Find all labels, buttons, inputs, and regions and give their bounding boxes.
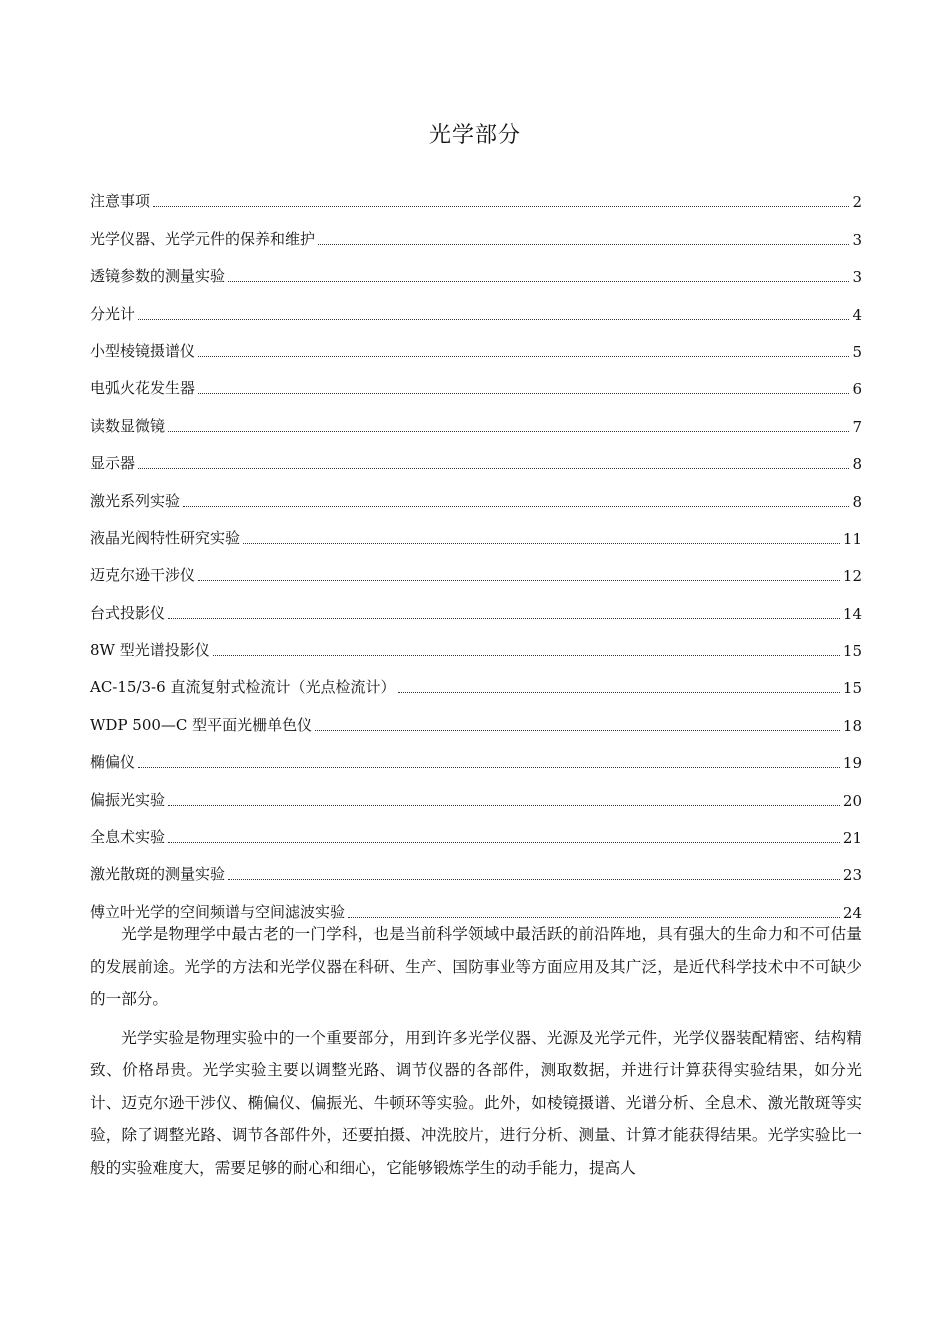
toc-leader-dots: [168, 841, 840, 843]
toc-entry-page: 2: [852, 193, 862, 212]
toc-leader-dots: [138, 766, 840, 768]
toc-entry[interactable]: [90, 660, 862, 697]
toc-entry-page: 3: [852, 230, 862, 249]
toc-entry-title: 台式投影仪: [90, 603, 166, 622]
toc-entry[interactable]: [90, 772, 862, 809]
toc-leader-dots: [183, 505, 849, 507]
paragraph: 光学实验是物理实验中的一个重要部分，用到许多光学仪器、光源及光学元件，光学仪器装配精密、结构精致、价格昂贵。光学实验主要以调整光路、调节仪器的各部件，测取数据，并进行计算获得实验结果，如分光计、迈克尔逊干涉仪、椭偏仪、偏振光、牛顿环等实验。此外，如棱镜摄谱、光谱分析、全息术、激光散斑等实验，除了调整光路、调节各部件外，还要拍摄、冲洗胶片，进行分析、测量、计算才能获得结果。光学实验比一般的实验难度大，需要足够的耐心和细心，它能够锻炼学生的动手能力，提高人: [90, 1028, 862, 1177]
toc-entry[interactable]: [90, 324, 862, 361]
toc-leader-dots: [398, 691, 839, 693]
paragraph: 光学是物理学中最古老的一门学科，也是当前科学领域中最活跃的前沿阵地，具有强大的生命力和不可估量的发展前途。光学的方法和光学仪器在科研、生产、国防事业等方面应用及其广泛，是近代科学技术中不可缺少的一部分。: [90, 925, 862, 1008]
toc-entry-title: 读数显微镜: [90, 416, 166, 435]
toc-entry-title: 椭偏仪: [90, 753, 136, 772]
toc-entry[interactable]: [90, 697, 862, 734]
toc-entry-page: 15: [842, 679, 862, 698]
toc-entry[interactable]: [90, 735, 862, 772]
toc-leader-dots: [168, 804, 840, 806]
toc-entry-title: 分光计: [90, 304, 136, 323]
toc-entry-page: 8: [852, 455, 862, 474]
toc-entry-title: 激光系列实验: [90, 491, 181, 510]
toc-leader-dots: [228, 280, 849, 282]
toc-entry[interactable]: [90, 623, 862, 660]
toc-leader-dots: [168, 617, 840, 619]
toc-leader-dots: [138, 467, 849, 469]
toc-entry-page: 4: [852, 305, 862, 324]
page-title: 光学部分: [428, 123, 521, 148]
toc-leader-dots: [198, 355, 849, 357]
toc-entry-page: 15: [842, 642, 862, 661]
toc-entry-title: 激光散斑的测量实验: [90, 865, 226, 884]
toc-entry-title: 注意事项: [90, 192, 151, 211]
toc-entry-title: 全息术实验: [90, 828, 166, 847]
toc-entry-page: 19: [842, 754, 862, 773]
toc-entry[interactable]: [90, 398, 862, 435]
toc-entry-page: 18: [842, 716, 862, 735]
toc-entry[interactable]: [90, 436, 862, 473]
toc-leader-dots: [168, 430, 849, 432]
toc-entry[interactable]: [90, 211, 862, 248]
toc-entry[interactable]: [90, 286, 862, 323]
toc-entry-title: 8W 型光谱投影仪: [90, 641, 210, 660]
toc-entry-title: AC-15/3-6 直流复射式检流计（光点检流计）: [90, 678, 396, 697]
toc-entry-page: 5: [852, 342, 862, 361]
body-text: [90, 918, 862, 1190]
toc-entry-title: WDP 500—C 型平面光栅单色仪: [90, 715, 313, 734]
table-of-contents: [90, 174, 862, 922]
toc-leader-dots: [315, 729, 840, 731]
toc-entry-page: 6: [852, 380, 862, 399]
toc-leader-dots: [198, 579, 840, 581]
toc-entry-page: 14: [842, 604, 862, 623]
toc-entry[interactable]: [90, 511, 862, 548]
toc-entry[interactable]: [90, 884, 862, 921]
toc-leader-dots: [198, 392, 849, 394]
toc-entry[interactable]: [90, 249, 862, 286]
toc-entry[interactable]: [90, 548, 862, 585]
toc-entry[interactable]: [90, 810, 862, 847]
toc-entry[interactable]: [90, 174, 862, 211]
toc-entry-title: 显示器: [90, 454, 136, 473]
toc-entry-title: 光学仪器、光学元件的保养和维护: [90, 229, 316, 248]
toc-entry-page: 23: [842, 866, 862, 885]
toc-leader-dots: [243, 542, 840, 544]
toc-leader-dots: [228, 878, 840, 880]
toc-leader-dots: [213, 654, 840, 656]
toc-entry-page: 7: [852, 417, 862, 436]
toc-entry-title: 电弧火花发生器: [90, 379, 196, 398]
toc-entry-title: 偏振光实验: [90, 790, 166, 809]
toc-entry-title: 液晶光阀特性研究实验: [90, 528, 241, 547]
toc-entry-page: 20: [842, 791, 862, 810]
toc-entry[interactable]: [90, 361, 862, 398]
toc-entry-page: 8: [852, 492, 862, 511]
toc-entry-title: 小型棱镜摄谱仪: [90, 341, 196, 360]
toc-entry-page: 12: [842, 567, 862, 586]
toc-leader-dots: [318, 243, 849, 245]
toc-entry[interactable]: [90, 847, 862, 884]
toc-entry[interactable]: [90, 585, 862, 622]
toc-entry-title: 迈克尔逊干涉仪: [90, 566, 196, 585]
toc-entry-page: 3: [852, 268, 862, 287]
toc-leader-dots: [153, 205, 849, 207]
toc-entry-page: 11: [842, 529, 862, 548]
toc-entry-title: 傅立叶光学的空间频谱与空间滤波实验: [90, 902, 346, 921]
toc-entry-page: 21: [842, 829, 862, 848]
toc-leader-dots: [138, 318, 849, 320]
toc-entry-title: 透镜参数的测量实验: [90, 267, 226, 286]
toc-entry[interactable]: [90, 473, 862, 510]
toc-entry-page: 24: [842, 903, 862, 922]
